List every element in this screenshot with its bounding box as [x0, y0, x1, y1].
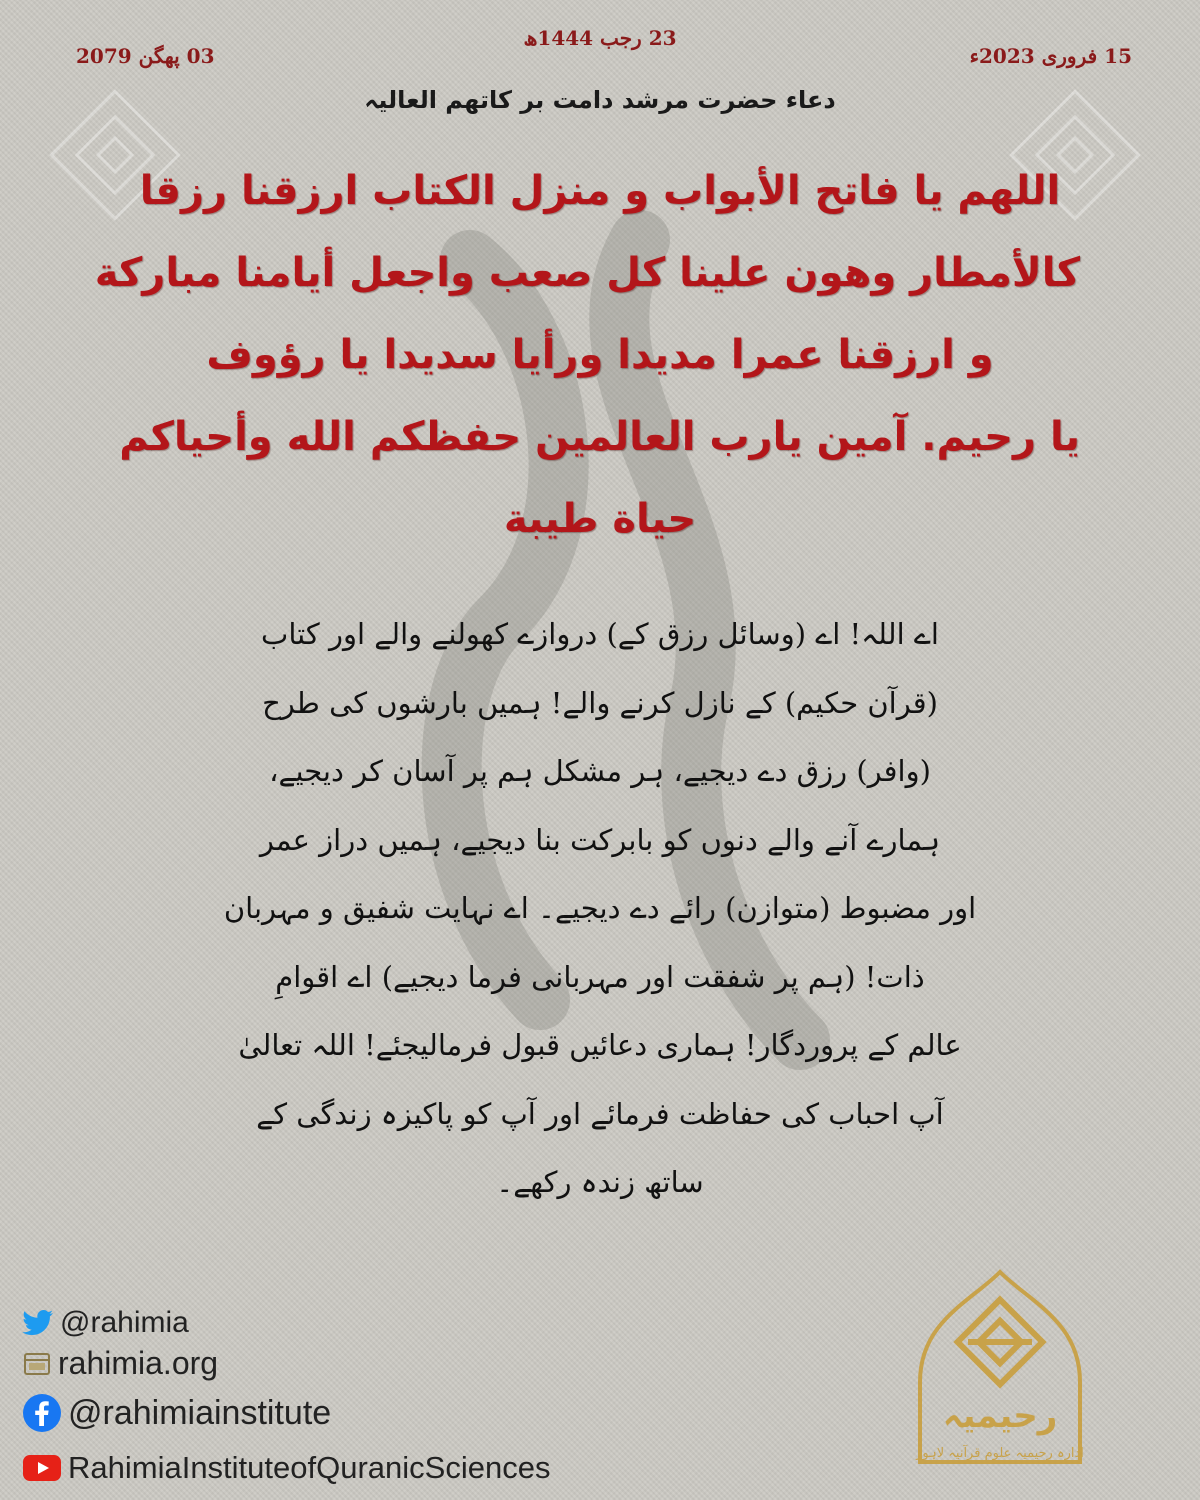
website-link[interactable] — [22, 1345, 218, 1382]
arabic-line: يا رحيم. آمين يارب العالمين حفظكم الله وأحياكم — [119, 414, 1080, 460]
twitter-handle: @rahimia — [60, 1306, 189, 1339]
gregorian-date: 15 فروری 2023ء — [969, 44, 1132, 68]
facebook-handle: @rahimiainstitute — [68, 1393, 332, 1432]
twitter-icon — [22, 1309, 54, 1337]
bikrami-date: 03 پھگن 2079 — [76, 44, 215, 68]
facebook-link[interactable] — [22, 1393, 331, 1433]
arabic-prayer — [94, 150, 1080, 560]
website-url: rahimia.org — [58, 1345, 219, 1381]
urdu-line: ذات! (ہم پر شفقت اور مہربانی فرما دیجیے) اے اقوامِ — [275, 959, 925, 994]
youtube-channel: RahimiaInstituteofQuranicSciences — [68, 1450, 551, 1485]
urdu-line: (قرآن حکیم) کے نازل کرنے والے! ہمیں بارشوں کی طرح — [262, 685, 938, 720]
hijri-date: 23 رجب 1444ھ — [523, 26, 677, 50]
twitter-link[interactable] — [22, 1306, 189, 1340]
youtube-icon — [22, 1454, 62, 1482]
arabic-line: و ارزقنا عمرا مديدا ورأيا سديدا يا رؤوف — [206, 332, 994, 378]
arabic-line: كالأمطار وهون علينا كل صعب واجعل أيامنا مباركة — [94, 250, 1080, 296]
facebook-icon — [22, 1393, 62, 1433]
urdu-line: ساتھ زندہ رکھے۔ — [496, 1165, 704, 1199]
urdu-translation — [140, 600, 1060, 1217]
arabic-line: حياة طيبة — [503, 496, 697, 542]
page-title: دعاء حضرت مرشد دامت بر کاتھم العالیہ — [364, 86, 836, 114]
arabic-line: اللهم يا فاتح الأبواب و منزل الكتاب ارزقنا رزقا — [139, 168, 1061, 214]
urdu-line: اے اللہ! اے (وسائل رزق کے) دروازے کھولنے والے اور کتاب — [261, 617, 939, 651]
urdu-line: عالم کے پروردگار! ہماری دعائیں قبول فرمالیجئے! اللہ تعالیٰ — [238, 1028, 962, 1062]
urdu-line: آپ احباب کی حفاظت فرمائے اور آپ کو پاکیزہ زندگی کے — [256, 1096, 944, 1131]
youtube-link[interactable] — [22, 1450, 550, 1486]
globe-icon — [22, 1350, 52, 1378]
urdu-line: (وافر) رزق دے دیجیے، ہر مشکل ہم پر آسان کر دیجیے، — [269, 754, 931, 788]
logo-subtitle: ادارہ رحیمیہ علوم قرآنیہ لاہور — [916, 1446, 1084, 1461]
logo-name: رحیمیہ — [942, 1396, 1058, 1436]
urdu-line: ہمارے آنے والے دنوں کو بابرکت بنا دیجیے، ہمیں دراز عمر — [259, 822, 941, 857]
urdu-line: اور مضبوط (متوازن) رائے دے دیجیے۔ اے نہایت شفیق و مہربان — [223, 891, 977, 925]
